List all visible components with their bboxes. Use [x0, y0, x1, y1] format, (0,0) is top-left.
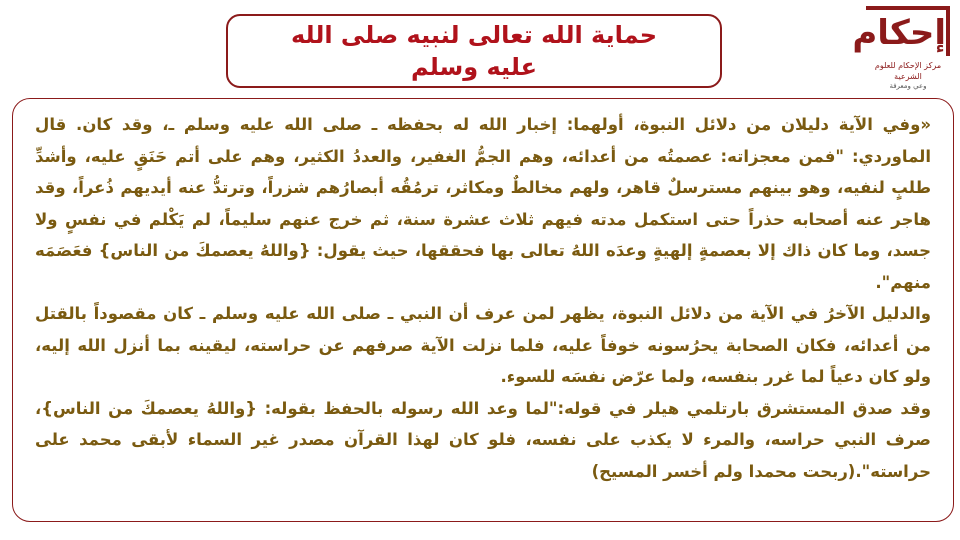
logo-tagline: وعي ومعرفة: [889, 82, 927, 90]
title-box: [226, 14, 722, 88]
logo: [852, 4, 954, 96]
logo-subtitle: مركز الإحكام للعلوم الشرعية: [874, 61, 942, 81]
content-box: [12, 98, 954, 522]
paragraph-3: وقد صدق المستشرق بارتلمي هيلر في قوله:"لما وعد الله رسوله بالحفظ بقوله: {واللهُ يعصمكَ من الناس}، صرف النبي حراسه، والمرء لا يكذب على نفسه، فلو كان لهذا القرآن مصدر غير السماء لأبقى محمد على حراسته".(ربحت محمدا ولم أخسر المسيح): [35, 398, 931, 481]
logo-mark: إحكام: [866, 6, 950, 56]
paragraph-1: «وفي الآية دليلان من دلائل النبوة، أولهما: إخبار الله له بحفظه ـ صلى الله عليه وسلم ـ، وقد كان. قال الماوردي: "فمن معجزاته: عصمتُه من أعدائه، وهم الجمُّ الغفير، والعددُ الكثير، وهم على أتم حَنَقٍ عليه، وأشدِّ طلبٍ لنفيه، وهو بينهم مسترسلٌ قاهر، ولهم مخالطٌ ومكاثر، ترمُقُه أبصارُهم شزراً، وترتدُّ عنه أيديهم ذُعراً، وقد هاجر عنه أصحابه حذراً حتى استكمل مدته فيهم ثلاث عشرة سنة، ثم خرج عنهم سليماً، لم يَكْلم في نفسٍ ولا جسد، وما كان ذاك إلا بعصمةٍ إلهيةٍ وعدَه اللهُ تعالى بها فحققها، حيث يقول: {واللهُ يعصمكَ من الناس} فعَصَمَه منهم".: [35, 115, 931, 292]
paragraph-2: والدليل الآخرُ في الآية من دلائل النبوة، يظهر لمن عرف أن النبي ـ صلى الله عليه وسلم ـ كان مقصوداً بالقتل من أعدائه، فكان الصحابة يحرُسونه خوفاً عليه، فلما نزلت الآية صرفهم عن حراسته، ليقينه بما أنزل الله إليه، ولو كان دعياً لما غرر بنفسه، ولما عرّض نفسَه للسوء.: [35, 304, 931, 386]
page-title: حماية الله تعالى لنبيه صلى الله عليه وسلم: [290, 21, 657, 81]
